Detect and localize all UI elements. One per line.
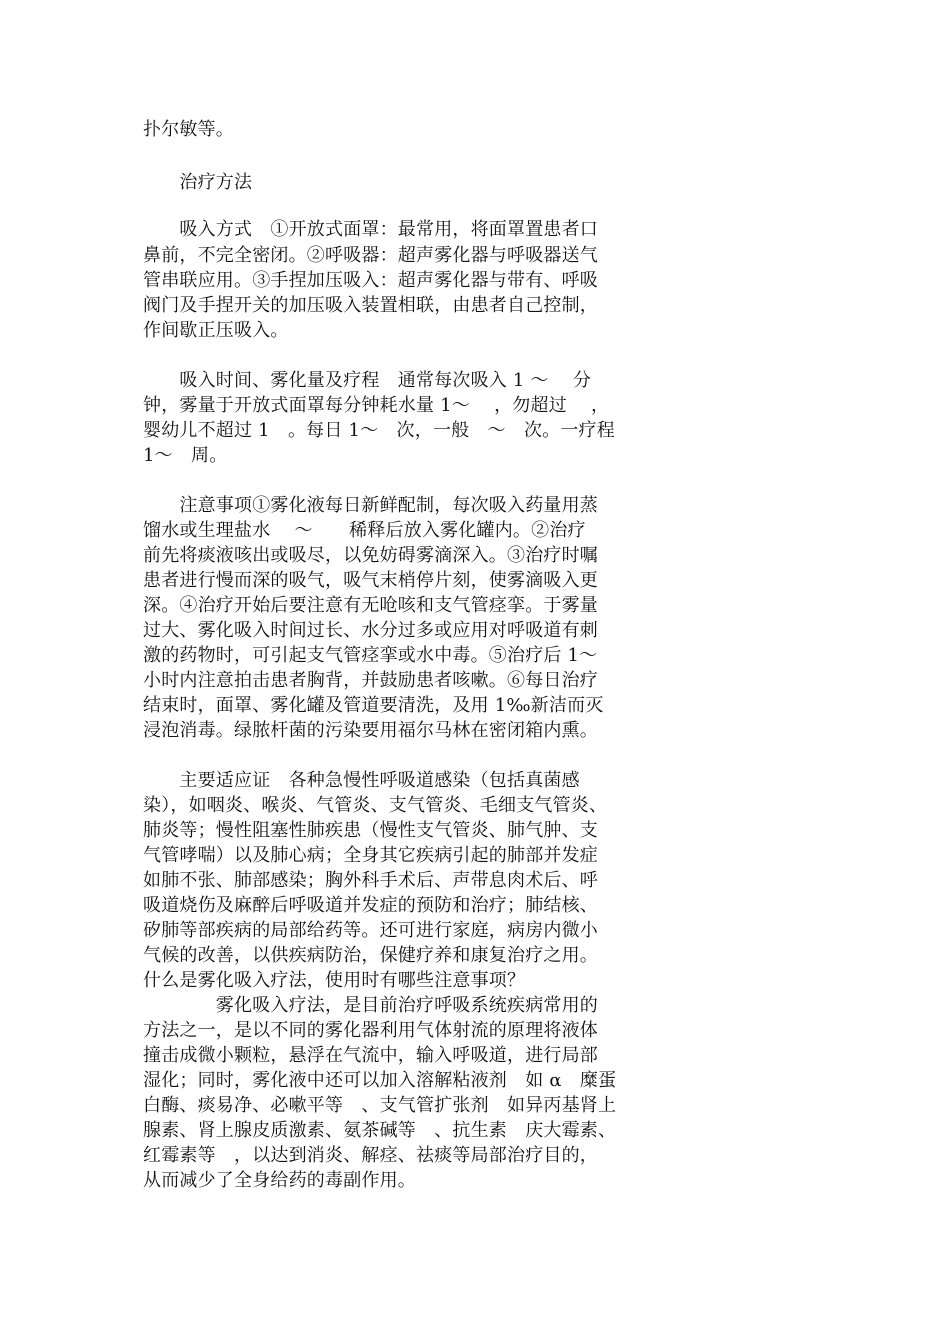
paragraph-line: 注意事项①雾化液每日新鲜配制，每次吸入药量用蒸	[143, 495, 598, 516]
paragraph-line: 鼻前，不完全密闭。②呼吸器：超声雾化器与呼吸器送气	[143, 245, 598, 266]
paragraph-line: 红霉素等 ，以达到消炎、解痉、祛痰等局部治疗目的，	[143, 1145, 598, 1166]
paragraph-line: 吸入方式 ①开放式面罩：最常用，将面罩置患者口	[143, 219, 598, 240]
paragraph-line: 湿化；同时，雾化液中还可以加入溶解粘液剂 如 α 糜蛋	[143, 1070, 617, 1091]
paragraph-line: 主要适应证 各种急慢性呼吸道感染（包括真菌感	[143, 770, 580, 791]
paragraph-line: 气管哮喘）以及肺心病；全身其它疾病引起的肺部并发症	[143, 845, 598, 866]
paragraph-line: 前先将痰液咳出或吸尽，以免妨碍雾滴深入。③治疗时嘱	[143, 545, 598, 566]
paragraph-line: 馏水或生理盐水 ～ 稀释后放入雾化罐内。②治疗	[143, 520, 586, 541]
paragraph-line: 白酶、痰易净、必嗽平等 、支气管扩张剂 如异丙基肾上	[143, 1095, 617, 1116]
paragraph-line: 结束时，面罩、雾化罐及管道要清洗，及用 1‰新洁而灭	[143, 695, 604, 716]
paragraph-line: 深。④治疗开始后要注意有无呛咳和支气管痉挛。于雾量	[143, 595, 598, 616]
paragraph-line: 过大、雾化吸入时间过长、水分过多或应用对呼吸道有刺	[143, 620, 598, 641]
paragraph-line: 小时内注意拍击患者胸背，并鼓励患者咳嗽。⑥每日治疗	[143, 670, 598, 691]
paragraph-line: 如肺不张、肺部感染；胸外科手术后、声带息肉术后、呼	[143, 870, 598, 891]
paragraph-line: 钟，雾量于开放式面罩每分钟耗水量 1～ ，勿超过 ，	[143, 395, 610, 416]
paragraph-line: 吸道烧伤及麻醉后呼吸道并发症的预防和治疗；肺结核、	[143, 895, 598, 916]
paragraph-line: 患者进行慢而深的吸气，吸气末梢停片刻，使雾滴吸入更	[143, 570, 598, 591]
paragraph-line: 气候的改善，以供疾病防治，保健疗养和康复治疗之用。	[143, 945, 598, 966]
paragraph-line: 方法之一，是以不同的雾化器利用气体射流的原理将液体	[143, 1020, 598, 1041]
intro-line: 扑尔敏等。	[143, 119, 234, 140]
paragraph-line: 管串联应用。③手捏加压吸入：超声雾化器与带有、呼吸	[143, 270, 598, 291]
section-heading: 治疗方法	[143, 172, 253, 193]
paragraph-line: 矽肺等部疾病的局部给药等。还可进行家庭，病房内微小	[143, 920, 598, 941]
paragraph-line: 作间歇正压吸入。	[143, 320, 289, 341]
paragraph-line: 吸入时间、雾化量及疗程 通常每次吸入 1 ～ 分	[143, 370, 592, 391]
paragraph-line: 撞击成微小颗粒，悬浮在气流中，输入呼吸道，进行局部	[143, 1045, 598, 1066]
paragraph-line: 阀门及手捏开关的加压吸入装置相联，由患者自己控制，	[143, 295, 598, 316]
paragraph-line: 染），如咽炎、喉炎、气管炎、支气管炎、毛细支气管炎、	[143, 795, 608, 816]
question-line: 什么是雾化吸入疗法，使用时有哪些注意事项？	[143, 970, 526, 991]
paragraph-line: 激的药物时，可引起支气管痉挛或水中毒。⑤治疗后 1～	[143, 645, 598, 666]
paragraph-line: 肺炎等；慢性阻塞性肺疾患（慢性支气管炎、肺气肿、支	[143, 820, 598, 841]
paragraph-line: 从而减少了全身给药的毒副作用。	[143, 1170, 416, 1191]
paragraph-line: 1～ 周。	[143, 445, 228, 466]
paragraph-line: 雾化吸入疗法，是目前治疗呼吸系统疾病常用的	[143, 995, 598, 1016]
paragraph-line: 婴幼儿不超过 1 。每日 1～ 次，一般 ～ 次。一疗程	[143, 420, 615, 441]
paragraph-line: 腺素、肾上腺皮质激素、氨茶碱等 、抗生素 庆大霉素、	[143, 1120, 617, 1141]
paragraph-line: 浸泡消毒。绿脓杆菌的污染要用福尔马林在密闭箱内熏。	[143, 720, 598, 741]
